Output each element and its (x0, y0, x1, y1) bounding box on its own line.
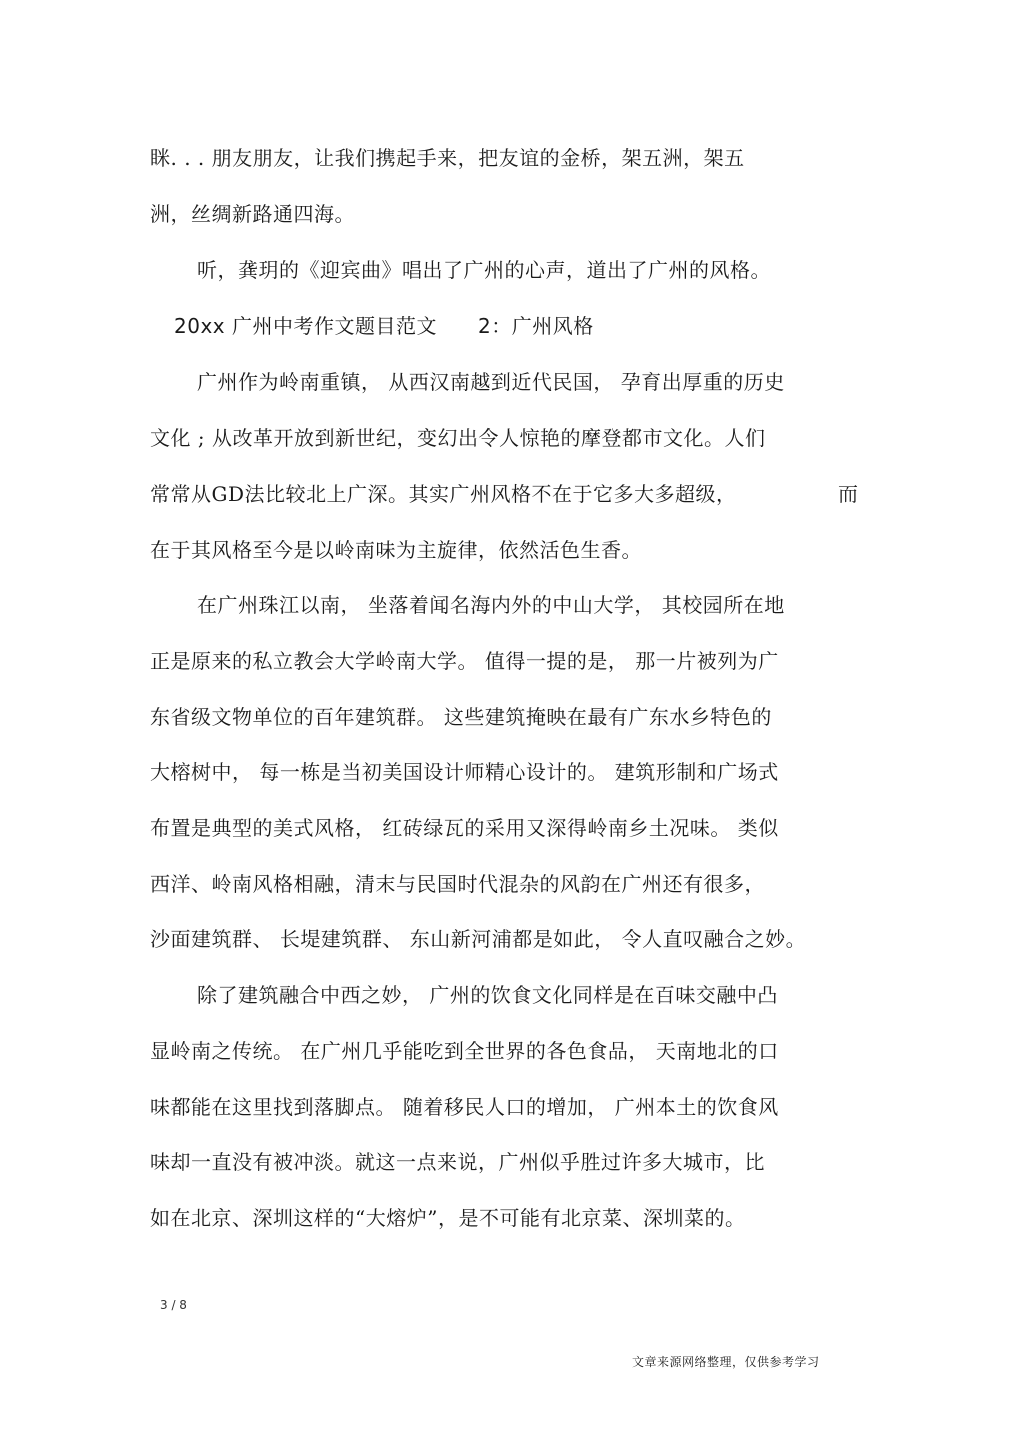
text-line: 东省级文物单位的百年建筑群。 这些建筑掩映在最有广东水乡特色的 (150, 705, 772, 729)
text-line: 在广州珠江以南， 坐落着闻名海内外的中山大学， 其校园所在地 (197, 593, 785, 617)
text-line: 味都能在这里找到落脚点。 随着移民人口的增加， 广州本土的饮食风 (150, 1095, 779, 1119)
footer-note: 文章来源网络整理，仅供参考学习 (632, 1355, 820, 1369)
text-line: 在于其风格至今是以岭南味为主旋律，依然活色生香。 (150, 538, 642, 562)
text-line: 正是原来的私立教会大学岭南大学。 值得一提的是， 那一片被列为广 (150, 649, 779, 673)
section-heading: 20xx 广州中考作文题目范文 2：广州风格 (174, 314, 594, 338)
text-line: 广州作为岭南重镇， 从西汉南越到近代民国， 孕育出厚重的历史 (197, 370, 785, 394)
text-line: 味却一直没有被冲淡。就这一点来说，广州似乎胜过许多大城市，比 (150, 1150, 765, 1174)
text-line: 布置是典型的美式风格， 红砖绿瓦的采用又深得岭南乡土况味。 类似 (150, 816, 779, 840)
page-number: 3 / 8 (160, 1298, 187, 1312)
text-line: 文化 ; 从改革开放到新世纪，变幻出令人惊艳的摩登都市文化。人们 (150, 426, 766, 450)
text-line-end-char: 而 (838, 482, 859, 506)
text-line: 西洋、岭南风格相融，清末与民国时代混杂的风韵在广州还有很多， (150, 872, 765, 896)
text-line: 沙面建筑群、 长堤建筑群、 东山新河浦都是如此， 令人直叹融合之妙。 (150, 927, 807, 951)
text-line: 除了建筑融合中西之妙， 广州的饮食文化同样是在百味交融中凸 (197, 983, 778, 1007)
text-line: 如在北京、深圳这样的“大熔炉”，是不可能有北京菜、深圳菜的。 (150, 1206, 746, 1230)
text-line: 常常从GD法比较北上广深。其实广州风格不在于它多大多超级， (150, 482, 737, 506)
text-line: 洲，丝绸新路通四海。 (150, 202, 355, 226)
text-line: 大榕树中， 每一栋是当初美国设计师精心设计的。 建筑形制和广场式 (150, 760, 779, 784)
text-line: 眯. . . 朋友朋友，让我们携起手来，把友谊的金桥，架五洲，架五 (150, 146, 745, 170)
text-line: 听，龚玥的《迎宾曲》唱出了广州的心声，道出了广州的风格。 (197, 258, 771, 282)
text-line: 显岭南之传统。 在广州几乎能吃到全世界的各色食品， 天南地北的口 (150, 1039, 779, 1063)
